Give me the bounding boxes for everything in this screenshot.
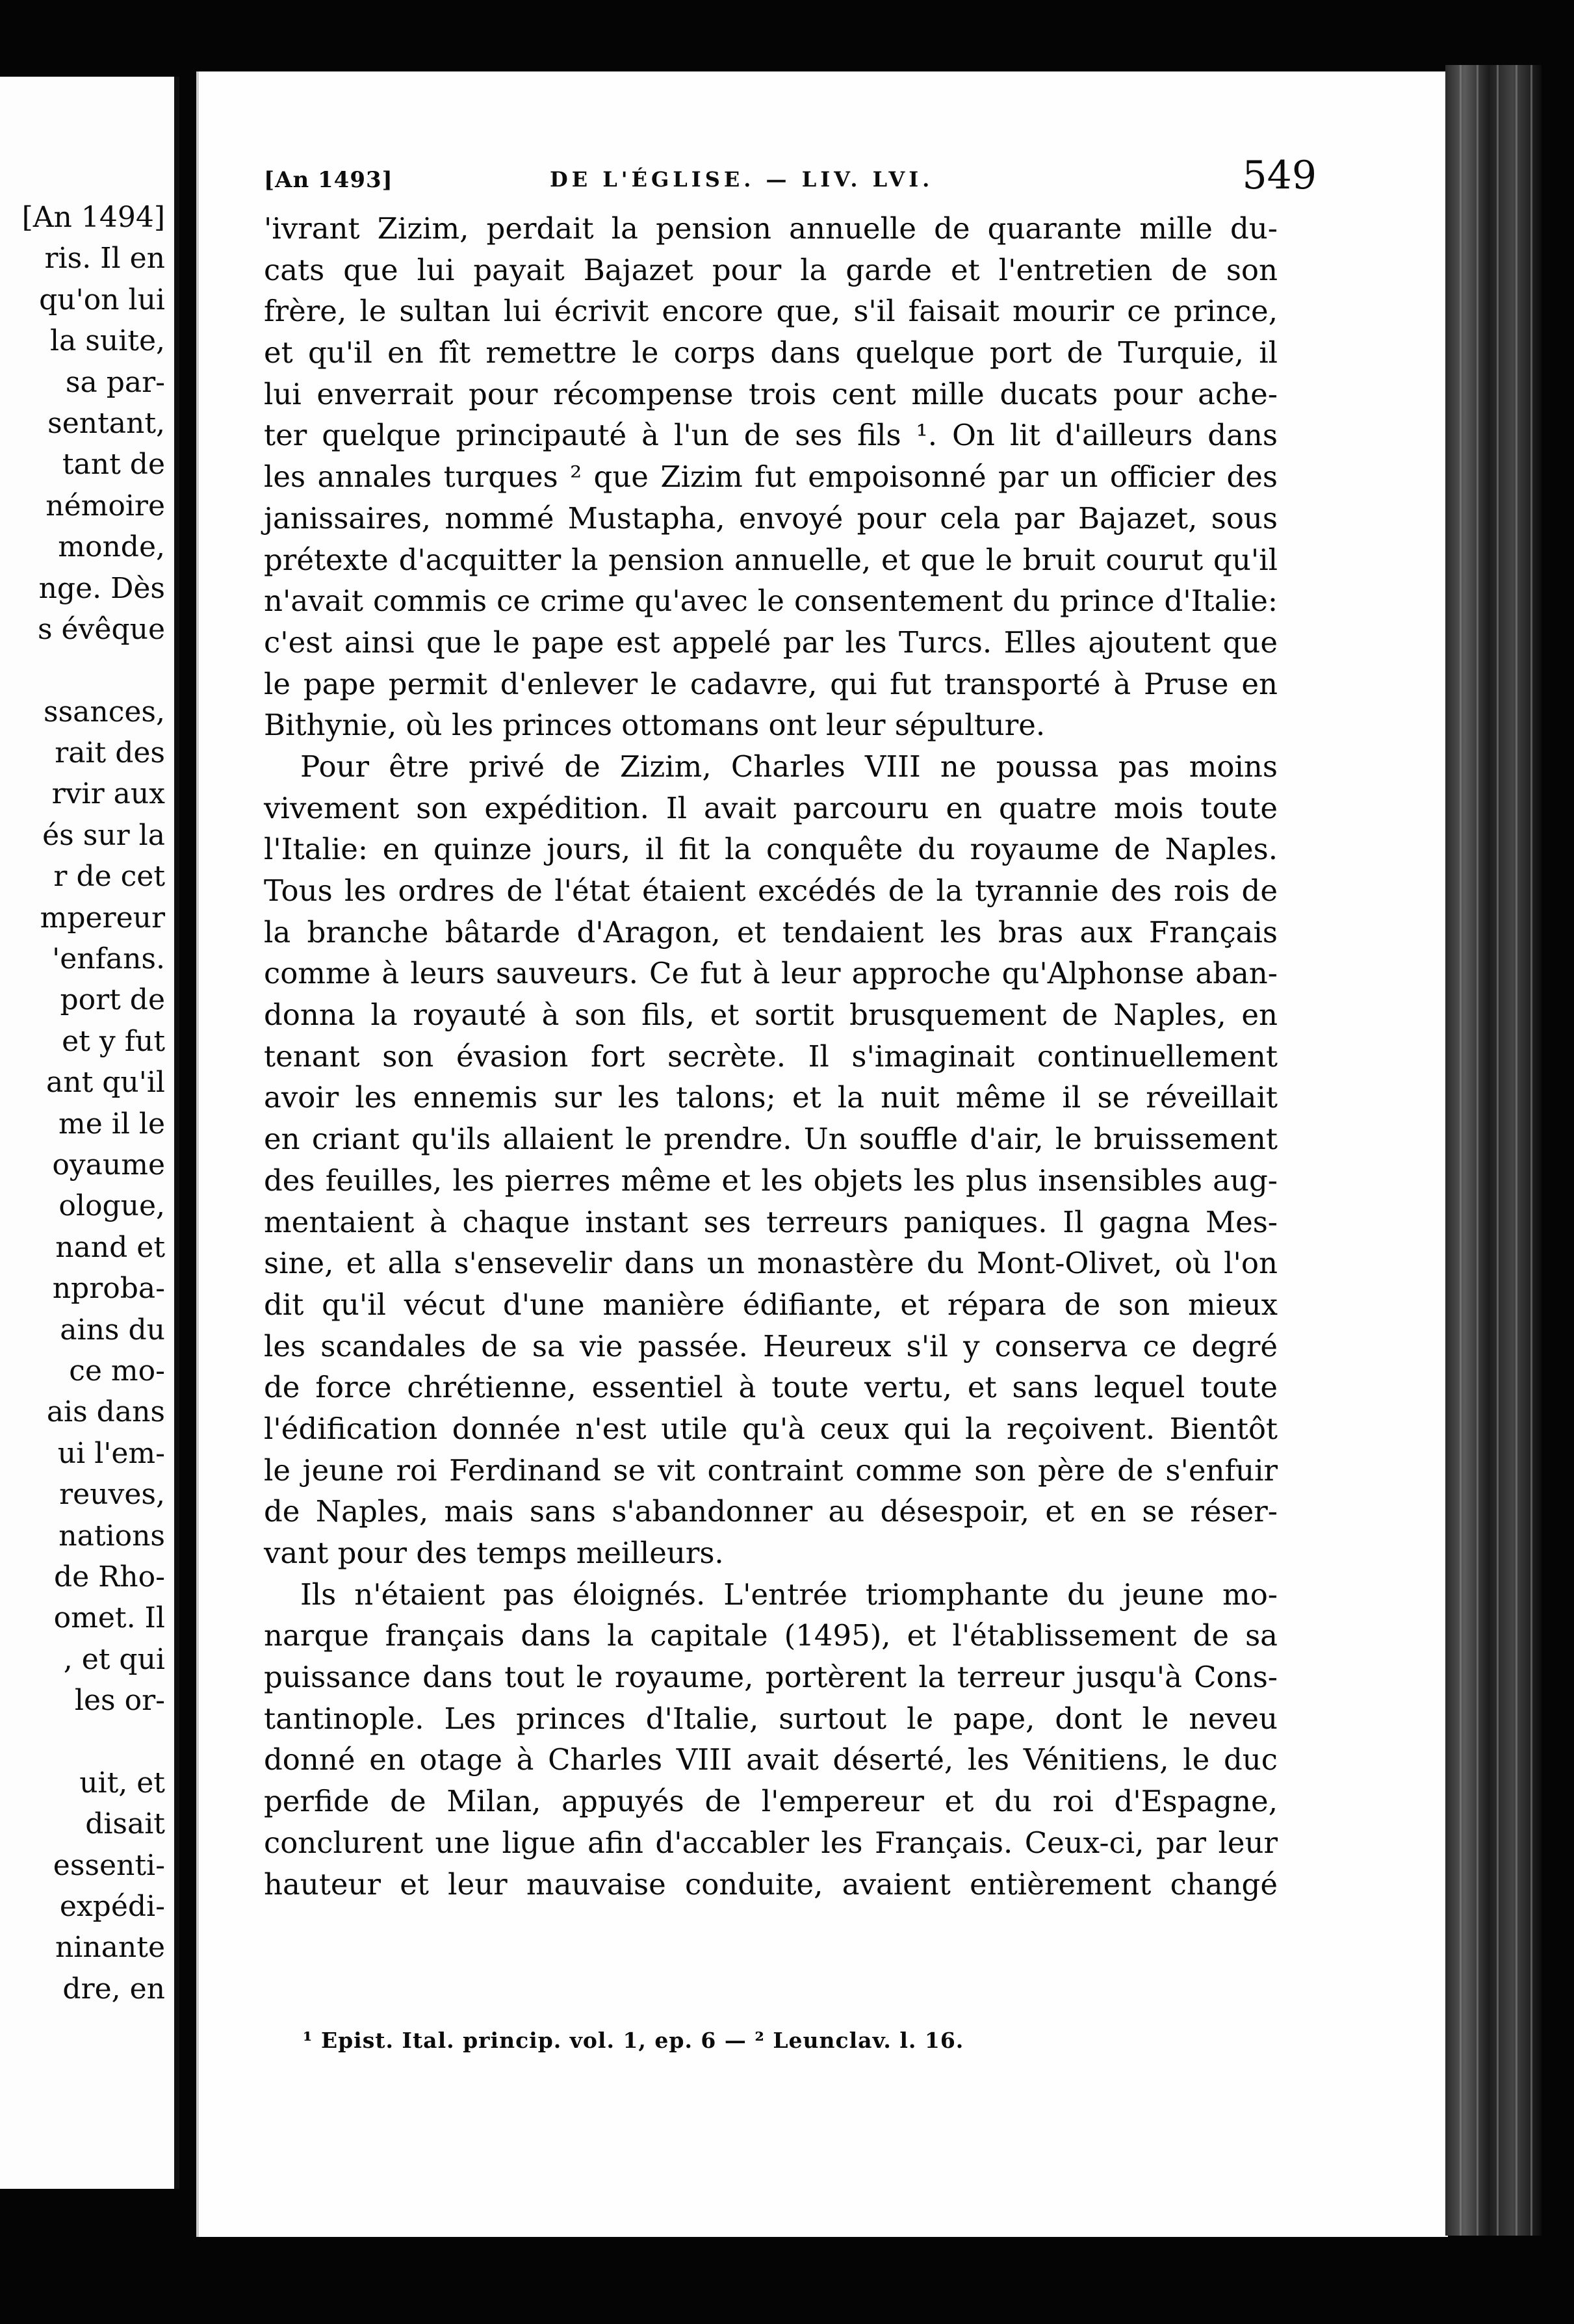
text-line: prétexte d'acquitter la pension annuelle, et que le bruit courut qu'il bbox=[264, 542, 1278, 577]
left-page-text-fragments bbox=[22, 197, 165, 2009]
text-line: narque français dans la capitale (1495), et l'établissement de sa bbox=[264, 1618, 1278, 1653]
text-line: donna la royauté à son fils, et sortit brusquement de Naples, en bbox=[264, 998, 1278, 1033]
running-head bbox=[264, 153, 1317, 198]
left-page-line: tant de bbox=[62, 448, 165, 482]
text-line: en criant qu'ils allaient le prendre. Un souffle d'air, le bruissement bbox=[264, 1122, 1278, 1157]
text-line: la branche bâtarde d'Aragon, et tendaient les bras aux Français bbox=[264, 914, 1278, 949]
running-head-year: [An 1493] bbox=[264, 167, 393, 193]
text-line: Tous les ordres de l'état étaient excédés de la tyrannie des rois de bbox=[264, 873, 1278, 908]
left-page-line: ui l'em- bbox=[57, 1436, 165, 1470]
left-page-line: et y fut bbox=[62, 1024, 165, 1058]
text-line: avoir les ennemis sur les talons; et la nuit même il se réveillait bbox=[264, 1080, 1278, 1115]
text-line: dit qu'il vécut d'une manière édifiante, et répara de son mieux bbox=[264, 1287, 1278, 1322]
left-page-line: nge. Dès bbox=[38, 571, 165, 605]
left-page-line: omet. Il bbox=[53, 1601, 165, 1635]
text-line: janissaires, nommé Mustapha, envoyé pour cela par Bajazet, sous bbox=[264, 500, 1278, 536]
text-line: et qu'il en fît remettre le corps dans quelque port de Turquie, il bbox=[264, 335, 1278, 370]
text-line: ter quelque principauté à l'un de ses fils ¹. On lit d'ailleurs dans bbox=[264, 418, 1278, 453]
text-line: n'avait commis ce crime qu'avec le consentement du prince d'Italie: bbox=[264, 584, 1278, 619]
left-page-line: rvir aux bbox=[51, 777, 165, 811]
text-line: frère, le sultan lui écrivit encore que, s'il faisait mourir ce prince, bbox=[264, 294, 1278, 329]
text-line: le pape permit d'enlever le cadavre, qui fut transporté à Pruse en bbox=[264, 666, 1278, 701]
text-line: le jeune roi Ferdinand se vit contraint comme son père de s'enfuir bbox=[264, 1452, 1278, 1488]
text-line: l'édification donnée n'est utile qu'à ceux qui la reçoivent. Bientôt bbox=[264, 1411, 1278, 1446]
paragraph bbox=[264, 208, 1278, 746]
text-line: hauteur et leur mauvaise conduite, avaient entièrement changé bbox=[264, 1866, 1278, 1902]
left-page-line: port de bbox=[60, 983, 165, 1017]
left-page-line: nand et bbox=[55, 1230, 165, 1264]
text-line: vant pour des temps meilleurs. bbox=[264, 1536, 724, 1570]
paragraph bbox=[264, 1574, 1278, 1905]
text-line: tantinople. Les princes d'Italie, surtout le pape, dont le neveu bbox=[264, 1701, 1278, 1736]
text-line: de Naples, mais sans s'abandonner au désespoir, et en se réser- bbox=[264, 1494, 1278, 1529]
text-line: cats que lui payait Bajazet pour la garde et l'entretien de son bbox=[264, 252, 1278, 287]
left-page-line: monde, bbox=[58, 530, 165, 564]
left-page-line: essenti- bbox=[53, 1848, 165, 1882]
left-page-line: ce mo- bbox=[69, 1354, 165, 1388]
left-page-line: dre, en bbox=[62, 1972, 165, 2006]
body-text bbox=[264, 208, 1278, 1905]
left-page-line: nations bbox=[58, 1519, 165, 1553]
left-page-line: ant qu'il bbox=[46, 1066, 165, 1100]
left-page-line: uit, et bbox=[79, 1766, 165, 1800]
left-page-line: sa par- bbox=[65, 365, 165, 399]
page-number: 549 bbox=[1242, 153, 1317, 198]
text-line: donné en otage à Charles VIII avait déserté, les Vénitiens, le duc bbox=[264, 1742, 1278, 1777]
text-line: 'ivrant Zizim, perdait la pension annuelle de quarante mille du- bbox=[264, 211, 1278, 246]
left-page-line: 'enfans. bbox=[52, 942, 165, 976]
left-page-line bbox=[22, 650, 165, 691]
left-page-line: oyaume bbox=[52, 1148, 165, 1181]
text-line: de force chrétienne, essentiel à toute vertu, et sans lequel toute bbox=[264, 1370, 1278, 1405]
left-page-line: s évêque bbox=[37, 612, 165, 646]
left-page-line: némoire bbox=[45, 489, 165, 523]
text-line: Bithynie, où les princes ottomans ont leur sépulture. bbox=[264, 708, 1046, 743]
left-page-line: sentant, bbox=[47, 406, 165, 440]
text-line: l'Italie: en quinze jours, il fit la conquête du royaume de Naples. bbox=[264, 832, 1278, 867]
text-line: lui enverrait pour récompense trois cent mille ducats pour ache- bbox=[264, 376, 1278, 411]
left-page-line: disait bbox=[85, 1807, 165, 1841]
text-line: conclurent une ligue afin d'accabler les Français. Ceux-ci, par leur bbox=[264, 1825, 1278, 1860]
text-line: perfide de Milan, appuyés de l'empereur et du roi d'Espagne, bbox=[264, 1784, 1278, 1819]
footnotes: ¹ Epist. Ital. princip. vol. 1, ep. 6 — ² Leunclav. l. 16. bbox=[303, 2028, 964, 2053]
left-page-line: mpereur bbox=[40, 901, 165, 935]
left-page-line: r de cet bbox=[53, 860, 165, 894]
left-page-line: la suite, bbox=[50, 324, 165, 358]
text-line: tenant son évasion fort secrète. Il s'imaginait continuellement bbox=[264, 1039, 1278, 1074]
running-head-title: DE L'ÉGLISE. — LIV. LVI. bbox=[550, 167, 934, 192]
left-page-line: expédi- bbox=[59, 1890, 165, 1924]
left-page-line: nproba- bbox=[52, 1272, 165, 1306]
text-line: sine, et alla s'ensevelir dans un monastère du Mont-Olivet, où l'on bbox=[264, 1246, 1278, 1281]
left-page-line: ssances, bbox=[44, 695, 165, 729]
text-line: les annales turques ² que Zizim fut empoisonné par un officier des bbox=[264, 459, 1278, 495]
text-line: les scandales de sa vie passée. Heureux s'il y conserva ce degré bbox=[264, 1328, 1278, 1363]
left-page-line: ris. Il en bbox=[44, 242, 165, 276]
text-line: des feuilles, les pierres même et les objets les plus insensibles aug- bbox=[264, 1163, 1278, 1198]
left-page-line: reuves, bbox=[59, 1478, 165, 1512]
left-page-line: qu'on lui bbox=[39, 283, 165, 316]
right-page bbox=[196, 71, 1448, 2237]
left-page-line: me il le bbox=[58, 1107, 165, 1141]
left-page-line: ains du bbox=[60, 1313, 165, 1347]
page-edge-stack bbox=[1445, 65, 1542, 2236]
text-line: puissance dans tout le royaume, portèrent la terreur jusqu'à Cons- bbox=[264, 1660, 1278, 1695]
left-page-line: ninante bbox=[55, 1931, 165, 1965]
left-page-line: [An 1494] bbox=[21, 201, 165, 234]
text-line: Ils n'étaient pas éloignés. L'entrée triomphante du jeune mo- bbox=[300, 1577, 1278, 1612]
text-line: comme à leurs sauveurs. Ce fut à leur approche qu'Alphonse aban- bbox=[264, 956, 1278, 991]
paragraph bbox=[264, 746, 1278, 1574]
text-line: Pour être privé de Zizim, Charles VIII ne poussa pas moins bbox=[300, 749, 1278, 784]
text-line: mentaient à chaque instant ses terreurs paniques. Il gagna Mes- bbox=[264, 1204, 1278, 1239]
text-line: vivement son expédition. Il avait parcouru en quatre mois toute bbox=[264, 790, 1278, 825]
left-page-line: les or- bbox=[74, 1684, 165, 1718]
left-page bbox=[0, 77, 179, 2189]
left-page-line: de Rho- bbox=[53, 1560, 165, 1594]
left-page-line: és sur la bbox=[42, 818, 165, 852]
left-page-line bbox=[22, 1721, 165, 1762]
left-page-line: rait des bbox=[55, 736, 165, 770]
left-page-line: ais dans bbox=[46, 1395, 165, 1429]
text-line: c'est ainsi que le pape est appelé par les Turcs. Elles ajoutent que bbox=[264, 625, 1278, 660]
left-page-line: ologue, bbox=[58, 1189, 165, 1223]
left-page-line: , et qui bbox=[63, 1642, 165, 1676]
